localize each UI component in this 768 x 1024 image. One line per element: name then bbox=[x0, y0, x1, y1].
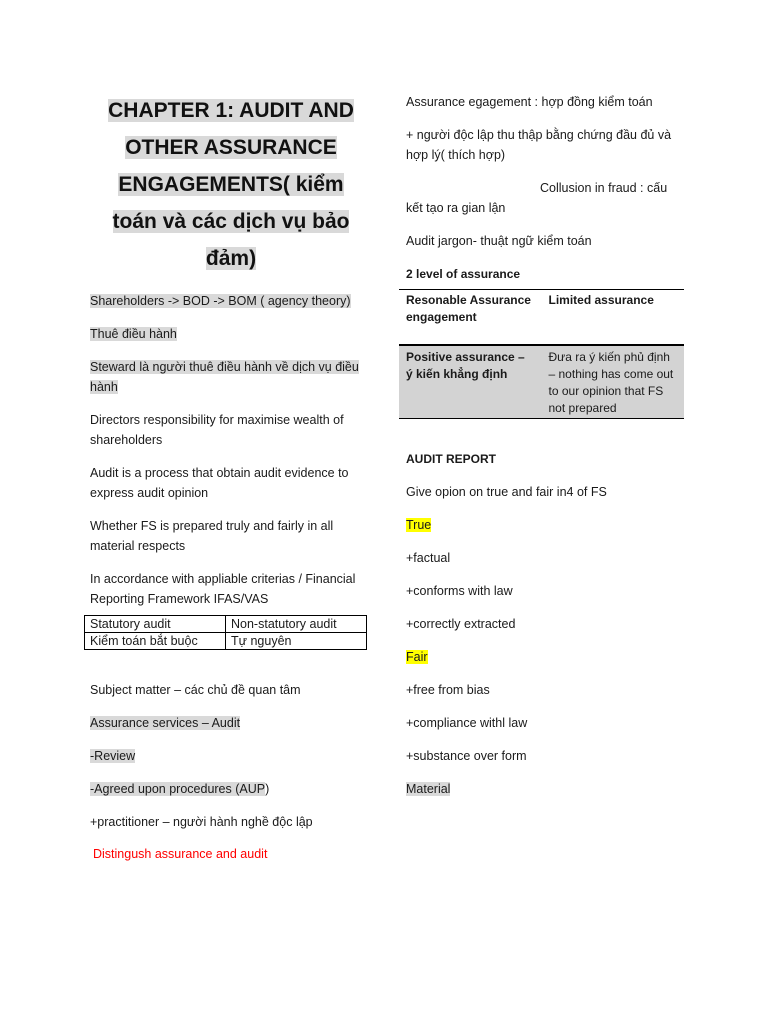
material-text: Material bbox=[406, 782, 451, 796]
steward-text: Steward là người thuê điều hành về dịch vụ điều hành bbox=[90, 360, 359, 394]
table-row bbox=[399, 290, 684, 346]
chapter-title-text: CHAPTER 1: AUDIT AND OTHER ASSURANCE ENGAGEMENTS( kiểm toán và các dịch vụ bảo đảm) bbox=[108, 99, 354, 270]
material-heading bbox=[406, 779, 686, 799]
true-text: True bbox=[406, 518, 432, 532]
left-column bbox=[90, 92, 370, 864]
review-line bbox=[90, 746, 370, 766]
collusion-line-2: kết tạo ra gian lận bbox=[406, 201, 506, 215]
hire-management-line bbox=[90, 324, 370, 344]
agency-theory-text: Shareholders -> BOD -> BOM ( agency theory) bbox=[90, 294, 351, 308]
hire-management-text: Thuê điều hành bbox=[90, 327, 177, 341]
assurance-levels-heading: 2 level of assurance bbox=[406, 267, 521, 281]
assurance-level-table bbox=[399, 289, 684, 419]
audit-definition: Audit is a process that obtain audit evidence to express audit opinion bbox=[90, 466, 349, 500]
compliance-law-line: +compliance withl law bbox=[406, 716, 528, 730]
directors-responsibility: Directors responsibility for maximise wealth of shareholders bbox=[90, 413, 344, 447]
fair-heading bbox=[406, 647, 686, 667]
audit-jargon-line: Audit jargon- thuật ngữ kiểm toán bbox=[406, 234, 592, 248]
table-cell: Đưa ra ý kiến phủ định – nothing has come out to our opinion that FS not prepared bbox=[542, 345, 685, 419]
assurance-services-line bbox=[90, 713, 370, 733]
assurance-engagement-line: Assurance egagement : hợp đồng kiểm toán bbox=[406, 95, 653, 109]
aup-tail: ) bbox=[265, 782, 270, 796]
table-cell: Resonable Assurance engagement bbox=[399, 290, 542, 346]
table-cell: Limited assurance bbox=[542, 290, 685, 346]
conforms-law-line: +conforms with law bbox=[406, 584, 513, 598]
table-cell: Kiểm toán bắt buộc bbox=[85, 633, 226, 650]
table-cell: Tự nguyên bbox=[226, 633, 367, 650]
table-row bbox=[399, 345, 684, 419]
aup-text: -Agreed upon procedures (AUP bbox=[90, 782, 266, 796]
framework-line: In accordance with appliable criterias / Financial Reporting Framework IFAS/VAS bbox=[90, 572, 356, 606]
chapter-title bbox=[100, 92, 362, 277]
table-cell: Non-statutory audit bbox=[226, 616, 367, 633]
correctly-extracted-line: +correctly extracted bbox=[406, 617, 516, 631]
agency-theory-line bbox=[90, 291, 370, 311]
review-text: -Review bbox=[90, 749, 136, 763]
subject-matter: Subject matter – các chủ đề quan tâm bbox=[90, 683, 301, 697]
audit-report-heading: AUDIT REPORT bbox=[406, 452, 496, 466]
fair-text: Fair bbox=[406, 650, 428, 664]
factual-line: +factual bbox=[406, 551, 451, 565]
table-row bbox=[85, 616, 367, 633]
substance-over-form-line: +substance over form bbox=[406, 749, 527, 763]
independent-evidence-line: + người độc lập thu thập bằng chứng đầu đủ và hợp lý( thích hợp) bbox=[406, 128, 672, 162]
true-heading bbox=[406, 515, 686, 535]
distinguish-heading: Distingush assurance and audit bbox=[93, 847, 268, 861]
steward-line bbox=[90, 357, 370, 397]
table-cell: Statutory audit bbox=[85, 616, 226, 633]
table-row bbox=[85, 633, 367, 650]
give-opinion-line: Give opion on true and fair in4 of FS bbox=[406, 485, 607, 499]
audit-type-table bbox=[84, 615, 367, 650]
practitioner-line: +practitioner – người hành nghề độc lập bbox=[90, 815, 313, 829]
right-column bbox=[406, 92, 686, 799]
collusion-line-1: Collusion in fraud : cấu bbox=[540, 181, 668, 195]
fs-true-fair: Whether FS is prepared truly and fairly in all material respects bbox=[90, 519, 334, 553]
assurance-services-text: Assurance services – Audit bbox=[90, 716, 241, 730]
table-cell: Positive assurance – ý kiến khẳng định bbox=[399, 345, 542, 419]
free-from-bias-line: +free from bias bbox=[406, 683, 490, 697]
aup-line bbox=[90, 779, 370, 799]
